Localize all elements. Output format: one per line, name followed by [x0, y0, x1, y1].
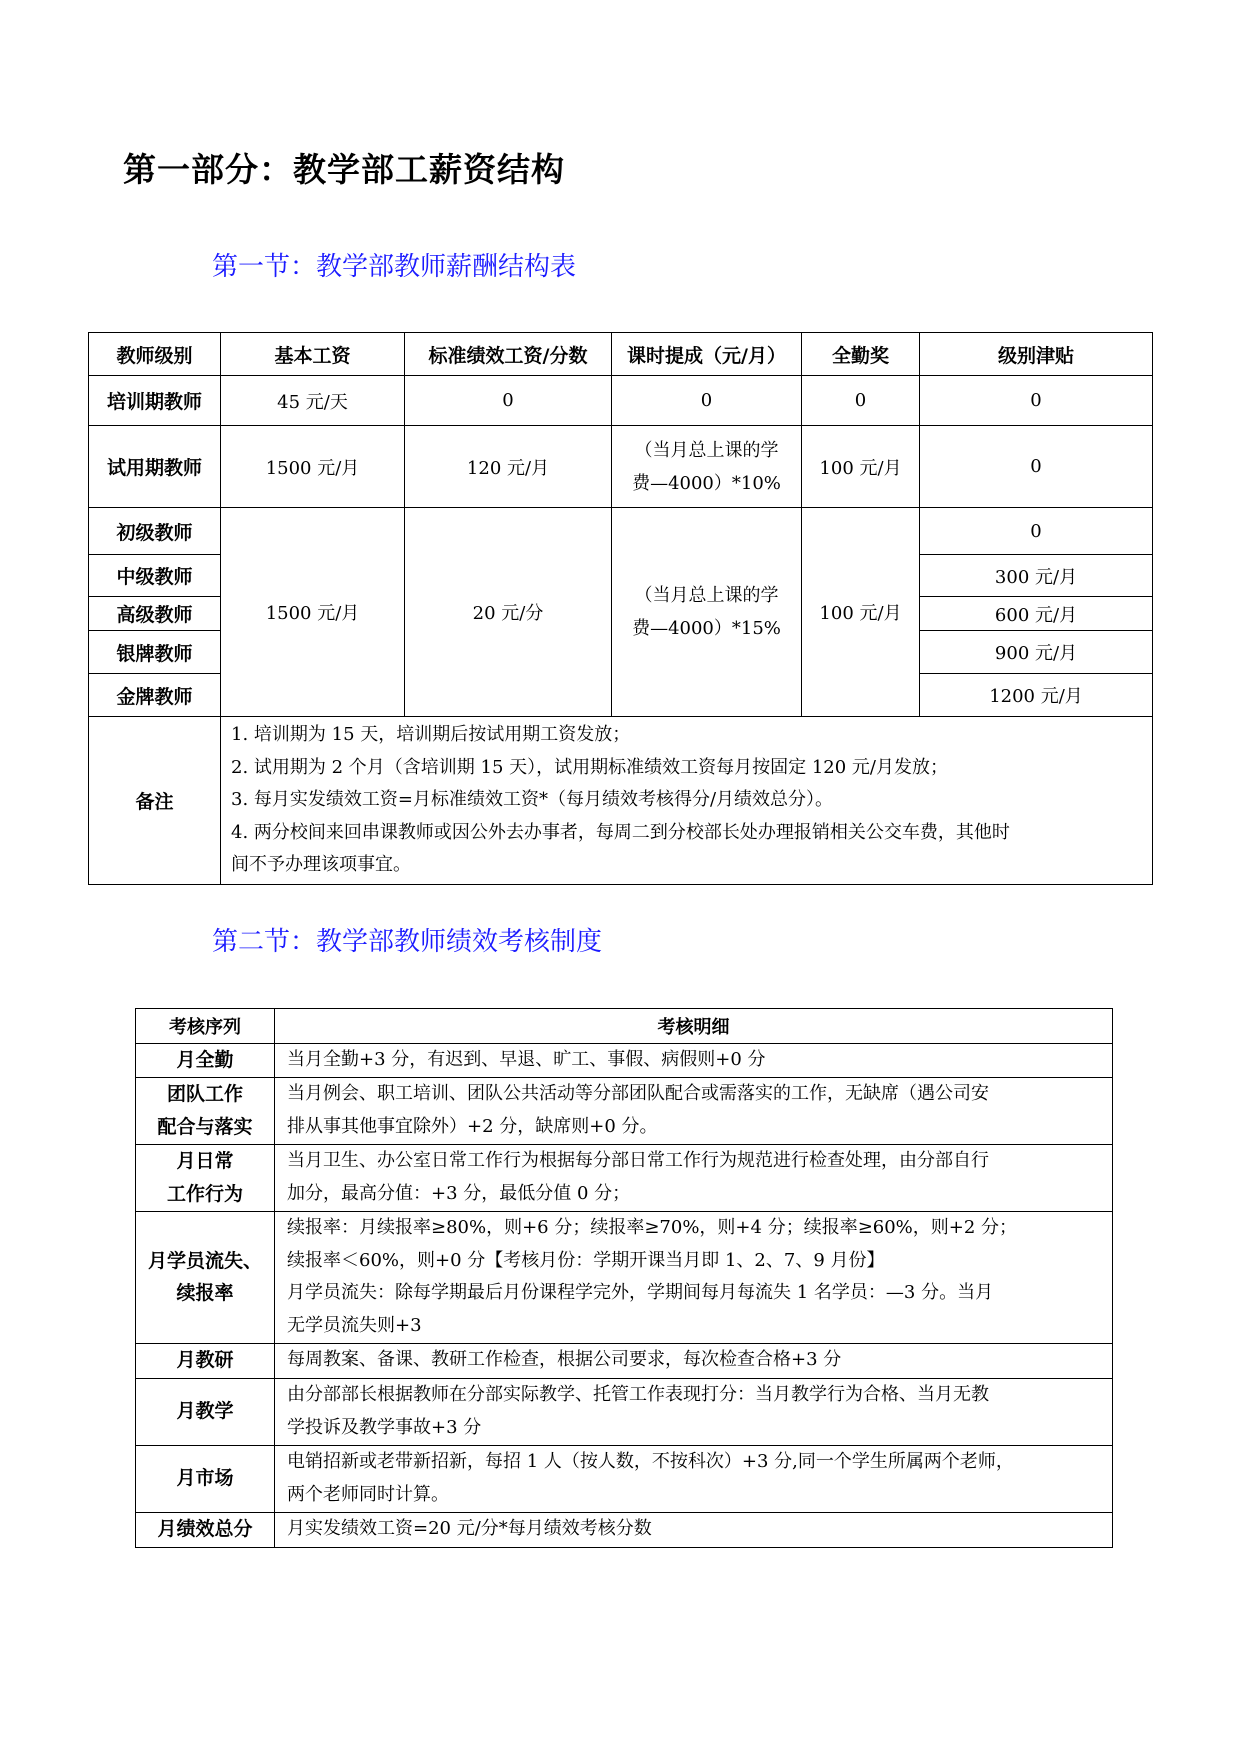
allowance-cell: 600 元/月 [920, 597, 1153, 631]
detail-line: 当月例会、职工培训、团队公共活动等分部团队配合或需落实的工作，无缺席（遇公司安 [287, 1083, 989, 1104]
note-item: 1. 培训期为 15 天，培训期后按试用期工资发放； [231, 724, 631, 745]
review-item-detail [275, 1343, 1113, 1378]
salary-structure-table [88, 332, 1153, 885]
review-item-detail [275, 1512, 1113, 1547]
header-cell: 教师级别 [89, 333, 221, 376]
table-row [89, 376, 1153, 426]
performance-cell: 0 [405, 376, 612, 426]
section-2-title: 第二节：教学部教师绩效考核制度 [212, 927, 603, 957]
note-item: 2. 试用期为 2 个月（含培训期 15 天），试用期标准绩效工资每月按固定 120 元/月发放； [231, 756, 948, 778]
notes-row [89, 717, 1153, 885]
review-item-label [136, 1211, 275, 1343]
table-row [136, 1343, 1113, 1378]
review-item-detail [275, 1211, 1113, 1343]
detail-line: 由分部部长根据教师在分部实际教学、托管工作表现打分：当月教学行为合格、当月无教 [287, 1384, 989, 1405]
base-salary-cell: 1500 元/月 [221, 508, 405, 717]
allowance-cell: 0 [920, 426, 1153, 508]
label-line: 月教研 [176, 1349, 234, 1372]
review-item-label [136, 1512, 275, 1547]
header-cell: 基本工资 [221, 333, 405, 376]
detail-line: 加分，最高分值：+3 分，最低分值 0 分； [287, 1182, 631, 1204]
header-cell: 全勤奖 [802, 333, 920, 376]
level-cell: 银牌教师 [89, 631, 221, 674]
table-row [89, 508, 1153, 555]
allowance-cell: 0 [920, 508, 1153, 555]
review-item-label [136, 1343, 275, 1378]
detail-line: 学投诉及教学事故+3 分 [287, 1416, 482, 1438]
commission-cell [612, 426, 802, 508]
table-row [89, 426, 1153, 508]
detail-line: 当月全勤+3 分，有迟到、早退、旷工、事假、病假则+0 分 [287, 1049, 766, 1070]
label-line: 月日常 [176, 1150, 234, 1172]
performance-review-table [135, 1008, 1113, 1548]
commission-line: （当月总上课的学 [634, 439, 779, 461]
review-item-detail [275, 1144, 1113, 1211]
detail-line: 续报率：月续报率≥80%，则+6 分；续报率≥70%，则+4 分；续报率≥60%，则+2 分； [287, 1217, 1018, 1238]
table-row [136, 1512, 1113, 1547]
detail-line: 续报率＜60%，则+0 分【考核月份：学期开课当月即 1、2、7、9 月份】 [287, 1249, 885, 1271]
label-line: 团队工作 [166, 1083, 243, 1105]
commission-line: （当月总上课的学 [634, 585, 779, 606]
label-line: 工作行为 [166, 1182, 243, 1205]
detail-line: 两个老师同时计算。 [287, 1483, 449, 1505]
notes-label: 备注 [89, 717, 221, 885]
performance-cell: 120 元/月 [405, 426, 612, 508]
detail-line: 当月卫生、办公室日常工作行为根据每分部日常工作行为规范进行检查处理，由分部自行 [287, 1150, 989, 1171]
notes-cell [221, 717, 1153, 885]
note-item: 间不予办理该项事宜。 [231, 854, 411, 875]
attendance-cell: 100 元/月 [802, 426, 920, 508]
table-row [136, 1044, 1113, 1078]
note-item: 4. 两分校间来回串课教师或因公外去办事者，每周二到分校部长处办理报销相关公交车费，其他时 [231, 821, 1010, 843]
header-cell: 考核序列 [136, 1009, 275, 1044]
review-item-label [136, 1044, 275, 1078]
part-title: 第一部分：教学部工薪资结构 [123, 150, 565, 189]
table-row [136, 1378, 1113, 1445]
base-salary-cell: 1500 元/月 [221, 426, 405, 508]
header-cell: 考核明细 [275, 1009, 1113, 1044]
label-line: 月全勤 [176, 1049, 234, 1071]
label-line: 月绩效总分 [157, 1518, 253, 1541]
detail-line: 月学员流失：除每学期最后月份课程学完外，学期间每月每流失 1 名学员：—3 分。当月 [287, 1282, 994, 1303]
header-cell: 级别津贴 [920, 333, 1153, 376]
label-line: 配合与落实 [157, 1115, 253, 1138]
detail-line: 电销招新或老带新招新，每招 1 人（按人数，不按科次）+3 分,同一个学生所属两个老师， [287, 1451, 1014, 1472]
label-line: 月教学 [176, 1400, 234, 1423]
review-item-label [136, 1445, 275, 1512]
level-cell: 初级教师 [89, 508, 221, 555]
header-cell: 标准绩效工资/分数 [405, 333, 612, 376]
detail-line: 排从事其他事宜除外）+2 分，缺席则+0 分。 [287, 1115, 658, 1137]
level-cell: 金牌教师 [89, 674, 221, 717]
level-cell: 高级教师 [89, 597, 221, 631]
level-cell: 中级教师 [89, 555, 221, 597]
level-cell: 试用期教师 [89, 426, 221, 508]
review-item-label [136, 1077, 275, 1144]
label-line: 月学员流失、 [147, 1249, 262, 1272]
table-row [136, 1445, 1113, 1512]
review-table-header-row [136, 1009, 1113, 1044]
detail-line: 月实发绩效工资=20 元/分*每月绩效考核分数 [287, 1518, 652, 1540]
review-item-detail [275, 1077, 1113, 1144]
review-item-detail [275, 1445, 1113, 1512]
salary-table-header-row [89, 333, 1153, 376]
detail-line: 无学员流失则+3 [287, 1314, 422, 1336]
review-item-label [136, 1378, 275, 1445]
table-row [136, 1144, 1113, 1211]
label-line: 续报率 [176, 1282, 234, 1304]
allowance-cell: 300 元/月 [920, 555, 1153, 597]
commission-line: 费—4000）*15% [632, 618, 781, 639]
review-item-detail [275, 1378, 1113, 1445]
allowance-cell: 900 元/月 [920, 631, 1153, 674]
allowance-cell: 0 [920, 376, 1153, 426]
allowance-cell: 1200 元/月 [920, 674, 1153, 717]
commission-cell: 0 [612, 376, 802, 426]
label-line: 月市场 [176, 1467, 234, 1490]
base-salary-cell: 45 元/天 [221, 376, 405, 426]
commission-line: 费—4000）*10% [632, 472, 781, 494]
level-cell: 培训期教师 [89, 376, 221, 426]
review-item-label [136, 1144, 275, 1211]
table-row [136, 1077, 1113, 1144]
attendance-cell: 0 [802, 376, 920, 426]
section-1-title: 第一节：教学部教师薪酬结构表 [212, 252, 577, 282]
note-item: 3. 每月实发绩效工资=月标准绩效工资*（每月绩效考核得分/月绩效总分）。 [231, 789, 834, 810]
header-cell: 课时提成（元/月） [612, 333, 802, 376]
table-row [136, 1211, 1113, 1343]
review-item-detail [275, 1044, 1113, 1078]
commission-cell [612, 508, 802, 717]
performance-cell: 20 元/分 [405, 508, 612, 717]
attendance-cell: 100 元/月 [802, 508, 920, 717]
detail-line: 每周教案、备课、教研工作检查，根据公司要求，每次检查合格+3 分 [287, 1349, 842, 1371]
